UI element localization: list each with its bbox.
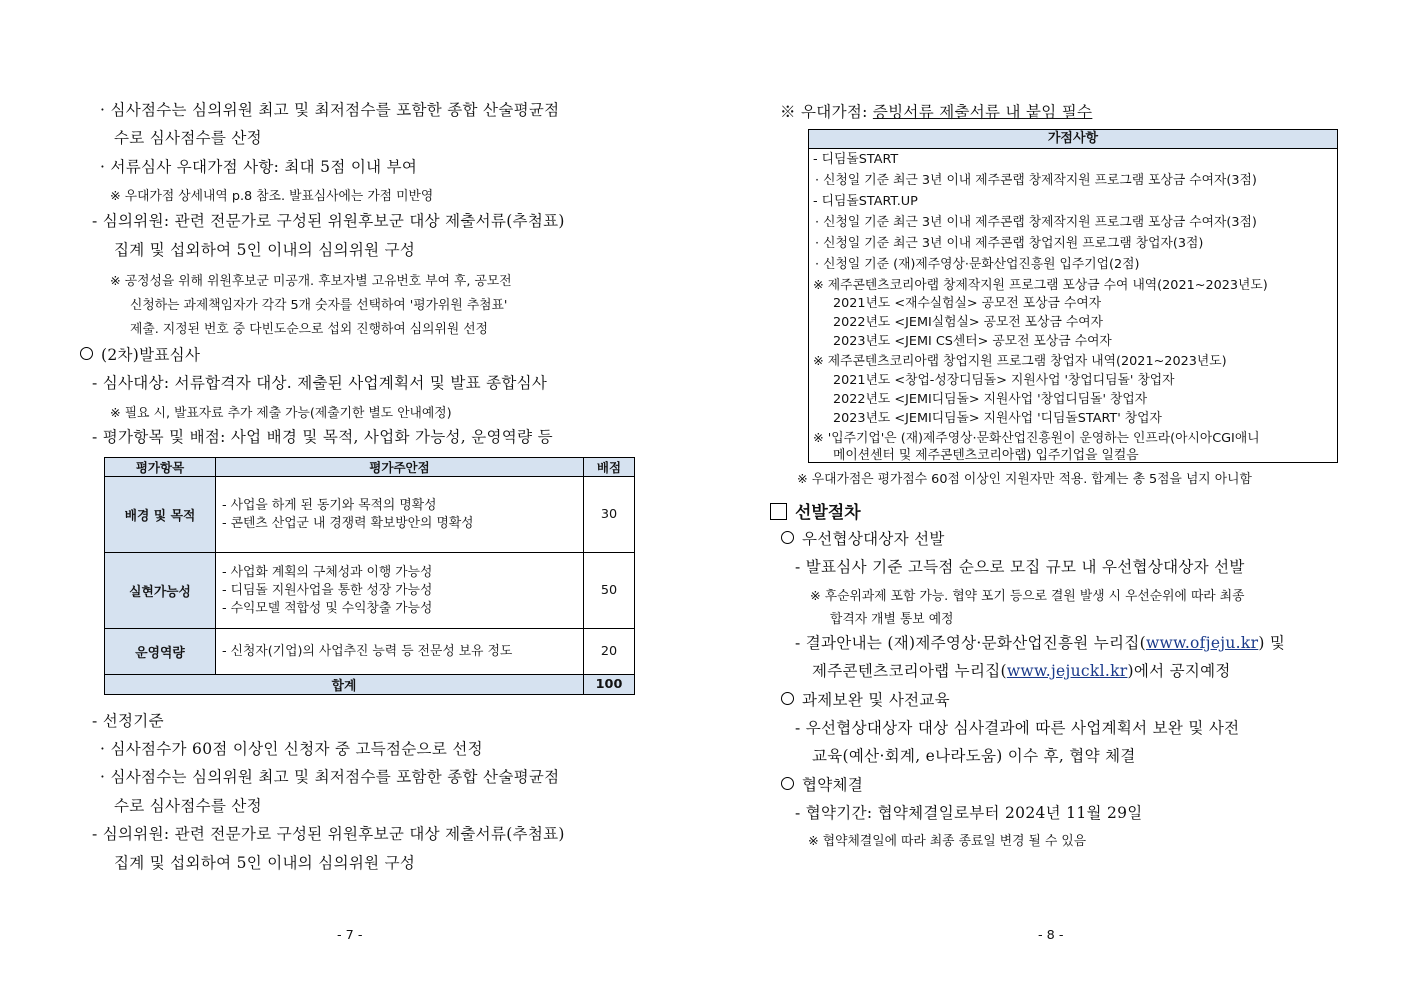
circle-bullet-icon (781, 692, 794, 705)
box-line: 메이션센터 및 제주콘텐츠코리아랩) 입주기업을 일컬음 (833, 448, 1139, 463)
table-row (105, 553, 635, 629)
text-line: - 선정기준 (92, 712, 164, 730)
table-cell-criteria (216, 477, 584, 553)
note-line: ※ 후순위과제 포함 가능. 협약 포기 등으로 결원 발생 시 우선순위에 따라 최종 (810, 589, 1245, 604)
table-cell-score: 50 (584, 553, 635, 629)
subsection-heading: 과제보완 및 사전교육 (781, 688, 950, 710)
total-label: 합계 (105, 675, 584, 695)
text-line: - 심의위원: 관련 전문가로 구성된 위원후보군 대상 제출서류(추첨표) (92, 212, 565, 230)
table-row (105, 629, 635, 675)
box-title: 가점사항 (809, 130, 1337, 149)
section-title: 선발절차 (770, 498, 861, 523)
box-line: · 신청일 기준 최근 3년 이내 제주콘랩 창제작지원 프로그램 포상금 수여자(3점) (815, 173, 1257, 188)
table-cell-criteria (216, 629, 584, 675)
box-line: ※ '입주기업'은 (재)제주영상·문화산업진흥원이 운영하는 인프라(아시아CGI애니 (813, 431, 1260, 446)
text-line: 수로 심사점수를 산정 (114, 129, 262, 147)
table-cell-category: 배경 및 목적 (105, 477, 216, 553)
box-line: 2023년도 <JEMI CS센터> 공모전 포상금 수여자 (833, 334, 1112, 349)
criteria-item: - 신청자(기업)의 사업추진 능력 등 전문성 보유 정도 (222, 643, 513, 659)
note-line: 제출. 지정된 번호 중 다빈도순으로 섭외 진행하여 심의위원 선정 (130, 322, 489, 337)
note-line: ※ 필요 시, 발표자료 추가 제출 가능(제출기한 별도 안내예정) (110, 406, 452, 421)
text-line: · 서류심사 우대가점 사항: 최대 5점 이내 부여 (100, 158, 418, 176)
circle-bullet-icon (781, 777, 794, 790)
total-score: 100 (584, 675, 635, 695)
subsection-heading: 협약체결 (781, 773, 863, 795)
note-line: ※ 우대가점은 평가점수 60점 이상인 지원자만 적용. 합계는 총 5점을 넘지 아니함 (797, 472, 1252, 487)
box-line: · 신청일 기준 최근 3년 이내 제주콘랩 창업지원 프로그램 창업자(3점) (815, 236, 1204, 251)
box-line: 2021년도 <창업-성장디딤돌> 지원사업 '창업디딤돌' 창업자 (833, 373, 1175, 388)
table-header: 배점 (584, 458, 635, 477)
section-heading: (2차)발표심사 (80, 343, 200, 365)
box-line: · 신청일 기준 (재)제주영상·문화산업진흥원 입주기업(2점) (815, 257, 1140, 272)
text-line: - 우선협상대상자 대상 심사결과에 따른 사업계획서 보완 및 사전 (795, 719, 1240, 737)
text-line: ※ 우대가점: 증빙서류 제출서류 내 붙임 필수 (780, 103, 1093, 121)
table-cell-category: 실현가능성 (105, 553, 216, 629)
subsection-heading: 우선협상대상자 선발 (781, 527, 945, 549)
note-line: ※ 공정성을 위해 위원후보군 미공개. 후보자별 고유번호 부여 후, 공모전 (110, 274, 512, 289)
note-line: 합격자 개별 통보 예정 (830, 612, 954, 627)
box-line: - 디딤돌START (813, 152, 899, 167)
text-line: 집계 및 섭외하여 5인 이내의 심의위원 구성 (114, 241, 416, 259)
text-line: · 심사점수가 60점 이상인 신청자 중 고득점순으로 선정 (100, 740, 483, 758)
text-line: - 심사대상: 서류합격자 대상. 제출된 사업계획서 및 발표 종합심사 (92, 374, 548, 392)
table-cell-score: 30 (584, 477, 635, 553)
note-line: ※ 우대가점 상세내역 p.8 참조. 발표심사에는 가점 미반영 (110, 189, 434, 204)
box-line: - 디딤돌START.UP (813, 194, 918, 209)
text-line: - 발표심사 기준 고득점 순으로 모집 규모 내 우선협상대상자 선발 (795, 558, 1245, 576)
criteria-item: - 사업화 계획의 구체성과 이행 가능성 (222, 564, 433, 580)
text-line: 수로 심사점수를 산정 (114, 797, 262, 815)
table-total-row (105, 675, 635, 695)
table-header: 평가항목 (105, 458, 216, 477)
text-line: - 심의위원: 관련 전문가로 구성된 위원후보군 대상 제출서류(추첨표) (92, 825, 565, 843)
box-line: ※ 제주콘텐츠코리아랩 창제작지원 프로그램 포상금 수여 내역(2021~2023년도) (813, 278, 1268, 293)
circle-bullet-icon (80, 347, 93, 360)
box-line: · 신청일 기준 최근 3년 이내 제주콘랩 창제작지원 프로그램 포상금 수여자(3점) (815, 215, 1257, 230)
criteria-item: - 콘텐츠 산업군 내 경쟁력 확보방안의 명확성 (222, 515, 474, 531)
text-line: 집계 및 섭외하여 5인 이내의 심의위원 구성 (114, 854, 416, 872)
text-line: · 심사점수는 심의위원 최고 및 최저점수를 포함한 종합 산술평균점 (100, 101, 560, 119)
jejuckl-link[interactable]: www.jejuckl.kr (1006, 662, 1128, 680)
text-line: - 협약기간: 협약체결일로부터 2024년 11월 29일 (795, 804, 1143, 822)
box-line: ※ 제주콘텐츠코리아랩 창업지원 프로그램 창업자 내역(2021~2023년도) (813, 354, 1227, 369)
ofjeju-link[interactable]: www.ofjeju.kr (1145, 634, 1259, 652)
note-line: 신청하는 과제책임자가 각각 5개 숫자를 선택하여 '평가위원 추첨표' (130, 298, 508, 313)
box-line: 2022년도 <JEMI디딤돌> 지원사업 '창업디딤돌' 창업자 (833, 392, 1148, 407)
text-line: 제주콘텐츠코리아랩 누리집(www.jejuckl.kr)에서 공지예정 (812, 662, 1231, 680)
text-line: 교육(예산·회계, e나라도움) 이수 후, 협약 체결 (812, 747, 1136, 765)
text-line: - 결과안내는 (재)제주영상·문화산업진흥원 누리집(www.ofjeju.kr) 및 (795, 634, 1286, 652)
box-line: 2023년도 <JEMI디딤돌> 지원사업 '디딤돌START' 창업자 (833, 411, 1162, 426)
box-line: 2022년도 <JEMI실험실> 공모전 포상금 수여자 (833, 315, 1104, 330)
box-line: 2021년도 <재수실험실> 공모전 포상금 수여자 (833, 296, 1102, 311)
table-cell-category: 운영역량 (105, 629, 216, 675)
criteria-item: - 사업을 하게 된 동기와 목적의 명확성 (222, 497, 437, 513)
text-line: - 평가항목 및 배점: 사업 배경 및 목적, 사업화 가능성, 운영역량 등 (92, 428, 553, 446)
evaluation-table (104, 457, 635, 695)
circle-bullet-icon (781, 531, 794, 544)
criteria-item: - 디딤돌 지원사업을 통한 성장 가능성 (222, 582, 433, 598)
criteria-item: - 수익모델 적합성 및 수익창출 가능성 (222, 600, 433, 616)
page-number: - 8 - (1038, 928, 1064, 943)
square-bullet-icon (770, 503, 787, 520)
note-line: ※ 협약체결일에 따라 최종 종료일 변경 될 수 있음 (808, 834, 1087, 849)
table-header-row (105, 458, 635, 477)
table-row (105, 477, 635, 553)
bonus-points-box (808, 129, 1338, 463)
table-cell-criteria (216, 553, 584, 629)
table-header: 평가주안점 (216, 458, 584, 477)
text-line: · 심사점수는 심의위원 최고 및 최저점수를 포함한 종합 산술평균점 (100, 768, 560, 786)
table-cell-score: 20 (584, 629, 635, 675)
page-number: - 7 - (337, 928, 363, 943)
